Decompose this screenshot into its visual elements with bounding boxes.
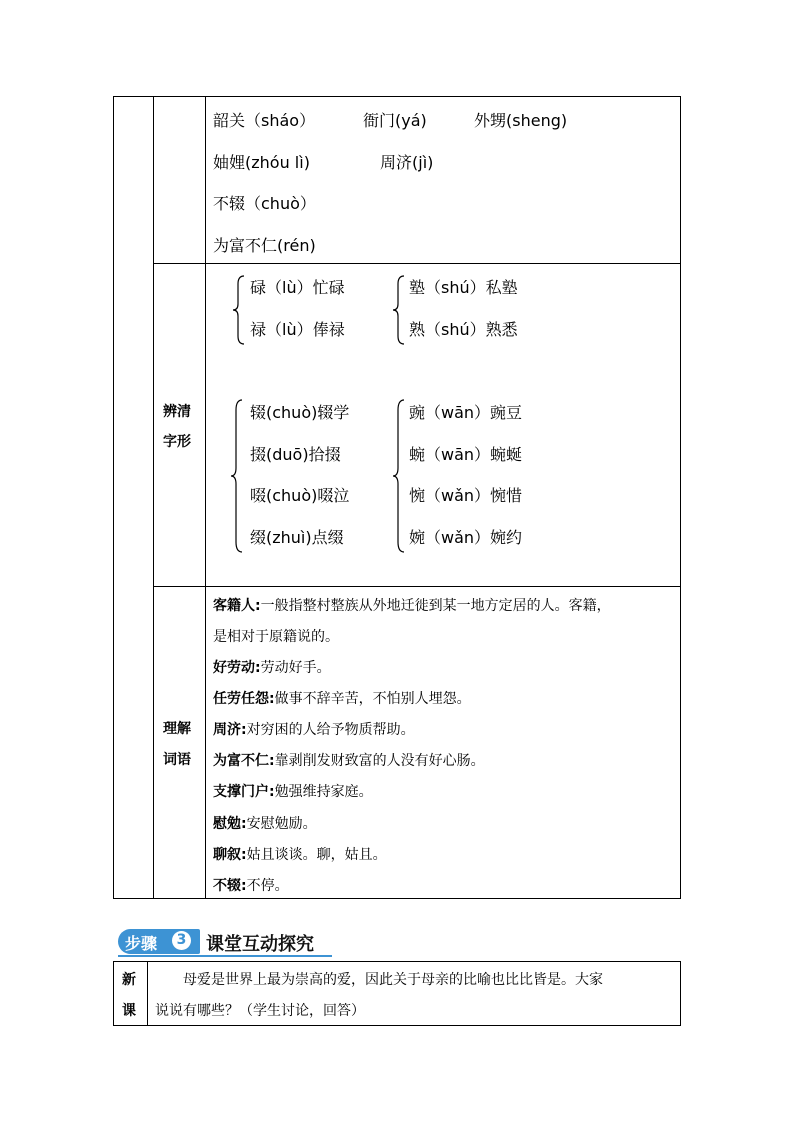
pinyin-item: 外甥(sheng) [474, 111, 568, 130]
pinyin-item: 妯娌(zhóu lì) [213, 153, 310, 172]
definition-row [213, 626, 339, 646]
lower-table-bottom [113, 1025, 681, 1026]
char-item: 啜(chuò)啜泣 [250, 486, 350, 505]
step-number: 3 [172, 931, 191, 950]
definition-text: 不停。 [246, 878, 289, 894]
definition-row [213, 719, 415, 739]
brace-icon [392, 398, 406, 554]
definition-row [213, 844, 387, 864]
definition-term: 为富不仁: [213, 753, 275, 769]
table-right-border [680, 96, 681, 899]
char-item: 塾（shú）私塾 [409, 278, 518, 297]
table-top-border [113, 96, 681, 97]
brace-icon [232, 274, 246, 346]
row-divider-1 [153, 263, 681, 264]
label-line: 词语 [163, 752, 191, 768]
paragraph-line: 母爱是世界上最为崇高的爱，因此关于母亲的比喻也比比皆是。大家 [183, 972, 603, 988]
label-line: 辨清 [163, 404, 191, 420]
char-item: 熟（shú）熟悉 [409, 320, 518, 339]
char-item: 缀(zhuì)点缀 [250, 528, 344, 547]
definition-term: 支撑门户: [213, 784, 275, 800]
definition-text: 姑且谈谈。聊，姑且。 [246, 847, 387, 863]
label-line: 理解 [163, 721, 191, 737]
definition-term: 聊叙: [213, 847, 247, 863]
paragraph-line: 说说有哪些？（学生讨论，回答） [155, 1003, 365, 1019]
definition-row [213, 781, 373, 801]
char-item: 掇(duō)拾掇 [250, 445, 341, 464]
pinyin-item: 为富不仁(rén) [213, 236, 316, 255]
definition-row [213, 595, 611, 615]
definition-row [213, 750, 485, 770]
definition-term: 任劳任怨: [213, 691, 275, 707]
definition-text: 劳动好手。 [260, 660, 331, 676]
definition-text: 做事不辞辛苦，不怕别人埋怨。 [274, 691, 471, 707]
char-item: 豌（wān）豌豆 [409, 403, 523, 422]
definition-text: 对穷困的人给予物质帮助。 [246, 722, 415, 738]
label-line: 课 [122, 1003, 136, 1019]
definition-term: 慰勉: [213, 816, 247, 832]
lower-table-right [680, 961, 681, 1026]
char-item: 辍(chuò)辍学 [250, 403, 350, 422]
char-item: 禄（lù）俸禄 [250, 320, 345, 339]
char-item: 碌（lù）忙碌 [250, 278, 345, 297]
step-label: 步骤 [125, 934, 158, 953]
definition-text: 一般指整村整族从外地迁徙到某一地方定居的人。客籍， [260, 598, 611, 614]
table-col3-border [205, 96, 206, 899]
lower-table-left [113, 961, 114, 1026]
definition-term: 好劳动: [213, 660, 261, 676]
definition-text: 靠剥削发财致富的人没有好心肠。 [274, 753, 485, 769]
brace-icon [230, 398, 244, 554]
lower-table-divider [147, 961, 148, 1026]
char-item: 惋（wǎn）惋惜 [409, 486, 523, 505]
pinyin-item: 周济(jì) [380, 153, 434, 172]
table-col2-border [153, 96, 154, 899]
pinyin-item: 衙门(yá) [363, 111, 427, 130]
definition-term: 不辍: [213, 878, 247, 894]
pinyin-item: 不辍（chuò） [213, 194, 316, 213]
step-title: 课堂互动探究 [206, 934, 314, 955]
definition-term: 客籍人: [213, 598, 261, 614]
char-item: 婉（wǎn）婉约 [409, 528, 523, 547]
definition-row [213, 813, 317, 833]
definition-row [213, 875, 289, 895]
table-bottom-border [113, 898, 681, 899]
definition-text: 勉强维持家庭。 [274, 784, 373, 800]
step-underline [118, 955, 332, 957]
lower-table-top [113, 961, 681, 962]
label-line: 字形 [163, 434, 191, 450]
definition-row [213, 688, 471, 708]
row-divider-2 [153, 586, 681, 587]
pinyin-item: 韶关（sháo） [213, 111, 316, 130]
table-left-border [113, 96, 114, 899]
char-item: 蜿（wān）蜿蜒 [409, 445, 523, 464]
definition-text: 是相对于原籍说的。 [213, 629, 339, 645]
definition-row [213, 657, 331, 677]
definition-term: 周济: [213, 722, 247, 738]
label-line: 新 [122, 972, 136, 988]
definition-text: 安慰勉励。 [246, 816, 317, 832]
brace-icon [392, 274, 406, 346]
